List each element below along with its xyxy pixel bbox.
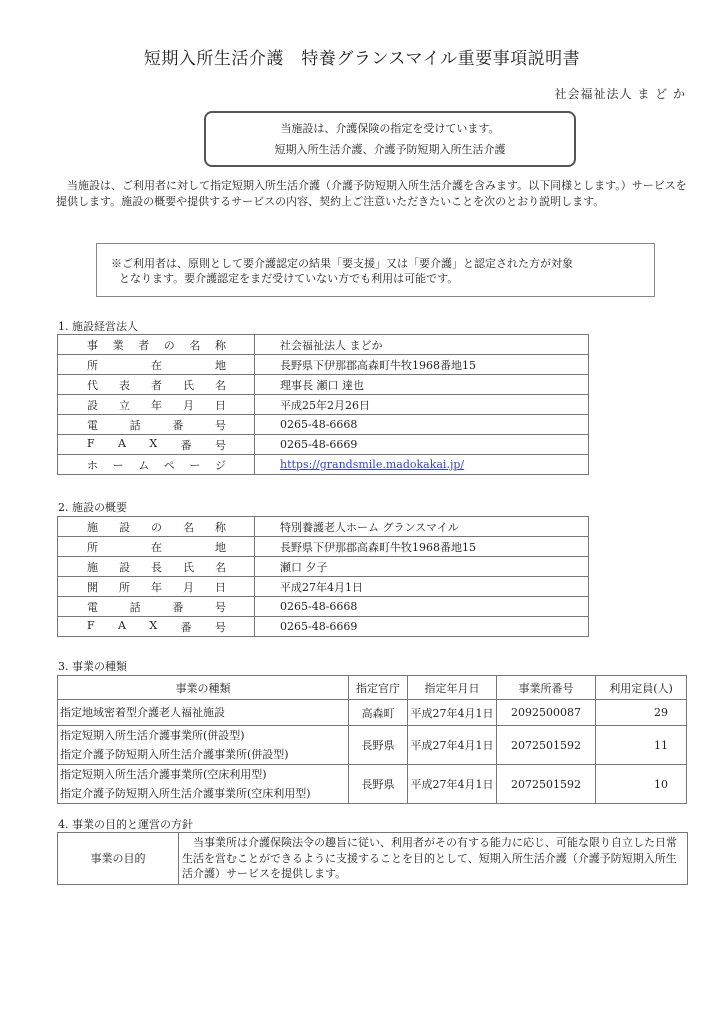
label-char: 称 [215,520,226,534]
date-cell: 平成27年4月1日 [408,765,497,804]
label-char: 号 [214,600,226,614]
label-char: X [149,436,158,450]
row-value: 平成27年4月1日 [255,577,589,597]
table-row [58,455,589,475]
row-value: 社会福祉法人 まどか [255,335,589,355]
label-char: 番 [180,438,192,452]
label-char: ジ [214,458,226,472]
table-row [58,617,589,637]
eligibility-line-2: となります。要介護認定をまだ受けていない方でも利用は可能です。 [119,272,459,285]
row-label-chars [58,397,254,413]
label-char: 氏 [183,378,194,392]
label-char: 立 [119,398,130,412]
purpose-label: 事業の目的 [58,833,179,885]
row-label-chars [58,357,254,373]
label-char: 名 [215,378,226,392]
row-value: 0265-48-6668 [255,415,589,435]
table-row [58,833,688,885]
row-value: 0265-48-6669 [255,435,589,455]
office-number-cell: 2072501592 [497,765,596,804]
label-char: A [118,618,126,632]
row-label-chars [58,457,254,473]
label-char: 業 [112,338,124,352]
label-char: 者 [138,338,150,352]
label-char: 電 [87,418,98,432]
authority-cell: 長野県 [349,765,408,804]
row-value [255,455,589,475]
facility-table [57,516,589,637]
date-cell: 平成27年4月1日 [408,700,497,726]
business-name-cell [58,700,349,726]
header-authority: 指定官庁 [349,676,408,700]
designation-notice-box [204,111,576,167]
label-char: F [87,436,95,450]
row-label-chars [58,417,254,433]
row-label [58,577,255,597]
row-label [58,335,255,355]
organization-name: 社会福祉法人 ま ど か [554,87,686,101]
row-value: 平成25年2月26日 [255,395,589,415]
office-number-cell: 2092500087 [497,700,596,726]
table-row [58,395,589,415]
header-date: 指定年月日 [408,676,497,700]
label-char: 番 [180,620,192,634]
notice-line-1: 当施設は、介護保険の指定を受けています。 [280,122,500,135]
table-header-row [58,676,687,700]
capacity-cell: 10 [596,765,687,804]
label-char: 代 [87,378,98,392]
label-char: 所 [87,540,98,554]
label-char: 設 [119,560,130,574]
label-char: 日 [215,398,226,412]
row-label [58,537,255,557]
table-row [58,375,589,395]
section-4-title: 4. 事業の目的と運営の方針 [58,818,193,831]
row-label [58,375,255,395]
label-char: X [149,618,158,632]
row-label [58,517,255,537]
label-char: 月 [183,580,194,594]
table-row [58,435,589,455]
label-char: 電 [87,600,98,614]
label-char: 年 [151,580,162,594]
label-char: 施 [87,560,98,574]
row-label-chars [58,539,254,555]
office-number-cell: 2072501592 [497,726,596,765]
business-name-cell [58,765,349,804]
eligibility-note-box [96,243,655,297]
label-char: 事 [87,338,98,352]
row-label [58,415,255,435]
label-char: ー [189,458,201,472]
row-label-chars [58,619,254,635]
row-label-chars [58,437,254,453]
table-row [58,700,687,726]
header-office-number: 事業所番号 [497,676,596,700]
row-label-chars [58,377,254,393]
business-name-cell [58,726,349,765]
label-char: 氏 [183,560,194,574]
label-char: 在 [151,358,162,372]
table-row [58,537,589,557]
header-capacity: 利用定員(人) [596,676,687,700]
table-row [58,517,589,537]
table-row [58,726,687,765]
business-name: 指定短期入所生活介護事業所(併設型) [60,729,245,742]
label-char: 在 [151,540,162,554]
row-value: 0265-48-6669 [255,617,589,637]
purpose-text: 当事業所は介護保険法令の趣旨に従い、利用者がその有する能力に応じ、可能な限り自立した日常生活を営むことができるように支援することを目的として、短期入所生活介護（介護予防短期入所生活介護）サービスを提供します。 [179,833,688,885]
label-char: 名 [215,560,226,574]
homepage-link[interactable]: https://grandsmile.madokakai.jp/ [280,458,465,471]
table-row [58,355,589,375]
notice-line-2: 短期入所生活介護、介護予防短期入所生活介護 [274,143,506,156]
capacity-cell: 11 [596,726,687,765]
business-name: 指定短期入所生活介護事業所(空床利用型) [60,768,267,781]
row-label [58,597,255,617]
label-char: の [163,338,175,352]
label-char: 話 [129,418,141,432]
label-char: 地 [215,540,226,554]
row-label [58,395,255,415]
label-char: 号 [215,438,226,452]
business-name: 指定地域密着型介護老人福祉施設 [60,706,225,719]
purpose-table [57,832,688,885]
eligibility-line-1: ※ご利用者は、原則として要介護認定の結果「要支援」又は「要介護」と認定された方が対象 [111,257,573,270]
label-char: 号 [214,418,226,432]
row-label [58,557,255,577]
row-label-chars [58,337,254,353]
row-label-chars [58,519,254,535]
section-2-title: 2. 施設の概要 [58,501,127,514]
business-name: 指定介護予防短期入所生活介護事業所(併設型) [60,748,289,761]
intro-paragraph: 当施設は、ご利用者に対して指定短期入所生活介護（介護予防短期入所生活介護を含みます。以下同様とします。）サービスを提供します。施設の概要や提供するサービスの内容、契約上ご注意いただきたいことを次のとおり説明します。 [56,179,687,208]
label-char: 称 [214,338,226,352]
label-char: 所 [119,580,130,594]
label-char: 名 [183,520,194,534]
label-char: ム [138,458,150,472]
label-char: 施 [87,520,98,534]
row-label [58,617,255,637]
label-char: F [87,618,95,632]
label-char: 月 [183,398,194,412]
table-row [58,577,589,597]
section-3-title: 3. 事業の種類 [58,660,127,673]
label-char: 長 [151,560,162,574]
table-row [58,557,589,577]
row-value: 0265-48-6668 [255,597,589,617]
row-value: 特別養護老人ホーム グランスマイル [255,517,589,537]
label-char: ホ [87,458,98,472]
date-cell: 平成27年4月1日 [408,726,497,765]
label-char: ペ [163,458,175,472]
business-type-table [57,675,687,804]
label-char: 番 [172,600,184,614]
label-char: 所 [87,358,98,372]
label-char: A [118,436,126,450]
label-char: 日 [215,580,226,594]
table-row [58,415,589,435]
row-value: 長野県下伊那郡高森町牛牧1968番地15 [255,537,589,557]
row-label-chars [58,559,254,575]
label-char: 話 [129,600,141,614]
label-char: の [151,520,162,534]
row-label [58,355,255,375]
row-value: 長野県下伊那郡高森町牛牧1968番地15 [255,355,589,375]
page-title: 短期入所生活介護 特養グランスマイル重要事項説明書 [143,49,581,69]
label-char: 者 [151,378,162,392]
label-char: 番 [172,418,184,432]
capacity-cell: 29 [596,700,687,726]
operator-table [57,334,589,475]
section-1-title: 1. 施設経営法人 [58,320,138,333]
table-row [58,597,589,617]
row-label-chars [58,599,254,615]
row-label [58,455,255,475]
authority-cell: 高森町 [349,700,408,726]
header-business-type: 事業の種類 [58,676,349,700]
row-value: 瀬口 夕子 [255,557,589,577]
label-char: 年 [151,398,162,412]
label-char: 開 [87,580,98,594]
label-char: 名 [189,338,201,352]
table-row [58,765,687,804]
authority-cell: 長野県 [349,726,408,765]
row-label [58,435,255,455]
row-value: 理事長 瀬口 達也 [255,375,589,395]
table-row [58,335,589,355]
label-char: 表 [119,378,130,392]
label-char: 設 [119,520,130,534]
label-char: 設 [87,398,98,412]
business-name: 指定介護予防短期入所生活介護事業所(空床利用型) [60,787,311,800]
label-char: ー [112,458,124,472]
label-char: 地 [215,358,226,372]
row-label-chars [58,579,254,595]
label-char: 号 [215,620,226,634]
